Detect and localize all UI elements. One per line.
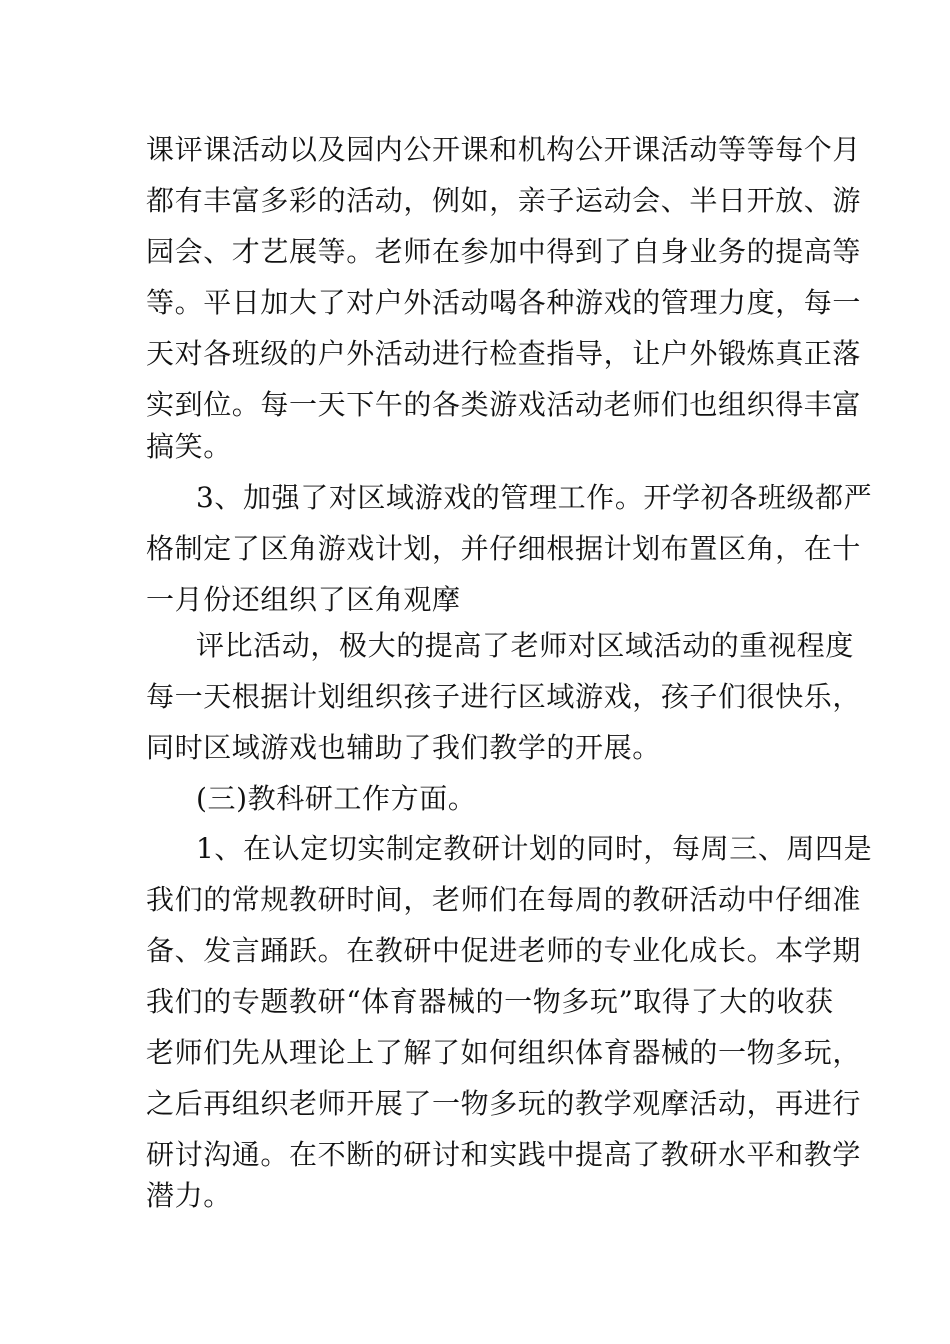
- text-line: 搞笑。: [146, 430, 232, 463]
- text-line: 实到位。每一天下午的各类游戏活动老师们也组织得丰富: [146, 388, 862, 421]
- text-line: 老师们先从理论上了解了如何组织体育器械的一物多玩，: [146, 1036, 862, 1069]
- text-line: 都有丰富多彩的活动，例如，亲子运动会、半日开放、游: [146, 184, 862, 217]
- text-line: 一月份还组织了区角观摩: [146, 583, 461, 616]
- paragraph-start-line: 1、在认定切实制定教研计划的同时，每周三、周四是: [196, 832, 873, 865]
- text-line: 备、发言踊跃。在教研中促进老师的专业化成长。本学期: [146, 934, 862, 967]
- text-line: 我们的专题教研“体育器械的一物多玩”取得了大的收获: [146, 985, 834, 1018]
- text-line: 园会、才艺展等。老师在参加中得到了自身业务的提高等: [146, 235, 862, 268]
- text-line: 每一天根据计划组织孩子进行区域游戏，孩子们很快乐，: [146, 680, 862, 713]
- text-line: 格制定了区角游戏计划，并仔细根据计划布置区角，在十: [146, 532, 862, 565]
- paragraph-start-line: 3、加强了对区域游戏的管理工作。开学初各班级都严: [196, 481, 873, 514]
- text-line: 研讨沟通。在不断的研讨和实践中提高了教研水平和教学: [146, 1138, 862, 1171]
- text-line: 我们的常规教研时间，老师们在每周的教研活动中仔细准: [146, 883, 862, 916]
- text-line: 课评课活动以及园内公开课和机构公开课活动等等每个月: [146, 133, 862, 166]
- paragraph-start-line: 评比活动，极大的提高了老师对区域活动的重视程度: [196, 629, 854, 662]
- text-line: 同时区域游戏也辅助了我们教学的开展。: [146, 731, 661, 764]
- section-heading: (三)教科研工作方面。: [196, 782, 477, 815]
- text-line: 之后再组织老师开展了一物多玩的教学观摩活动，再进行: [146, 1087, 862, 1120]
- text-line: 等。平日加大了对户外活动喝各种游戏的管理力度，每一: [146, 286, 862, 319]
- text-line: 天对各班级的户外活动进行检查指导，让户外锻炼真正落: [146, 337, 862, 370]
- text-line: 潜力。: [146, 1179, 232, 1212]
